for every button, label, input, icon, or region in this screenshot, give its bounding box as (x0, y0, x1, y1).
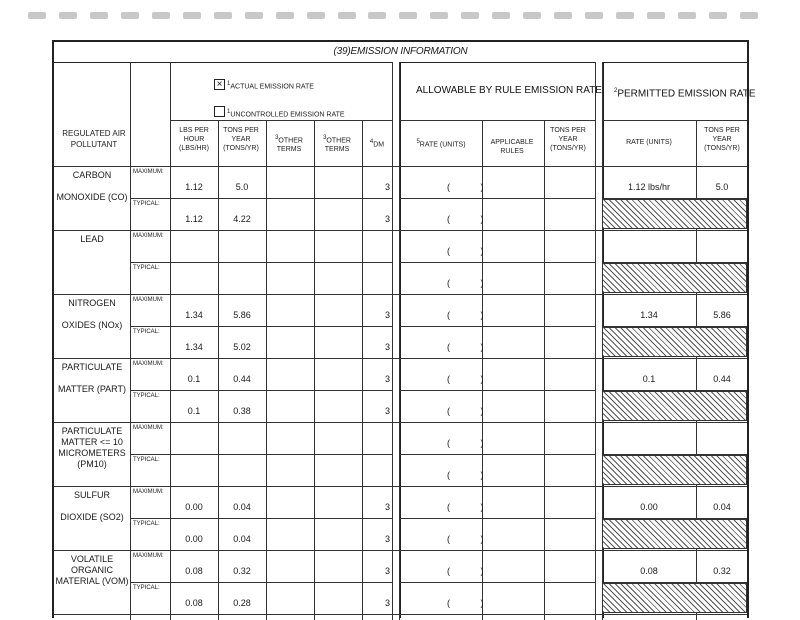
grid-line (54, 550, 747, 551)
col-allowable-tons: TONS PER YEAR (TONS/YR) (550, 127, 586, 152)
typical-label: TYPICAL: (133, 201, 160, 207)
max-lbs-hr-value: 0.1 (187, 374, 201, 384)
grid-line (399, 454, 595, 455)
max-allowable-rate-units: ( ) (447, 438, 498, 448)
grid-line (170, 62, 171, 120)
grid-line (54, 422, 747, 423)
grid-line (399, 62, 400, 620)
pollutant-name: CARBON MONOXIDE (CO) (56, 170, 128, 202)
typ-tons-yr-value: 5.02 (233, 342, 251, 352)
max-dm-value: 3 (384, 374, 390, 384)
grid-line (399, 198, 595, 199)
maximum-label: MAXIMUM: (133, 233, 164, 239)
typical-label: TYPICAL: (133, 393, 160, 399)
col-dm: DM (373, 141, 385, 149)
maximum-label: MAXIMUM: (133, 361, 164, 367)
typ-allowable-rate-units: ( ) (447, 406, 498, 416)
grid-line (130, 262, 392, 263)
col-other-terms-1: OTHER TERMS (276, 137, 303, 154)
grid-line (54, 358, 747, 359)
grid-line (54, 486, 747, 487)
grid-line (595, 62, 596, 620)
scan-noise-strip (28, 6, 758, 24)
max-allowable-rate-units: ( ) (447, 310, 498, 320)
grid-line (130, 326, 392, 327)
col-lbs-hr: LBS PER HOUR (LBS/HR) (179, 127, 209, 152)
max-allowable-rate-units: ( ) (447, 182, 498, 192)
typ-dm-value: 3 (384, 214, 390, 224)
max-lbs-hr-value: 0.08 (185, 566, 203, 576)
permitted-tons-value: 5.86 (713, 310, 731, 320)
col-permitted-rate: RATE (UNITS) (626, 139, 672, 146)
permitted-typical-hatch (602, 327, 747, 357)
permitted-typical-hatch (602, 391, 747, 421)
typ-tons-yr-value: 0.28 (233, 598, 251, 608)
typ-lbs-hr-value: 0.08 (185, 598, 203, 608)
grid-line (399, 120, 595, 121)
grid-line (602, 120, 747, 121)
typical-label: TYPICAL: (133, 521, 160, 527)
grid-line (218, 120, 219, 620)
typical-label: TYPICAL: (133, 329, 160, 335)
typ-tons-yr-value: 4.22 (233, 214, 251, 224)
allowable-header: ALLOWABLE BY RULE EMISSION RATE (416, 85, 602, 96)
typ-dm-value: 3 (384, 406, 390, 416)
col-allowable-rate: RATE (UNITS) (419, 141, 466, 149)
typ-allowable-rate-units: ( ) (447, 278, 498, 288)
pollutant-name: NITROGEN OXIDES (NOx) (61, 298, 123, 330)
max-dm-value: 3 (384, 566, 390, 576)
typ-allowable-rate-units: ( ) (447, 598, 498, 608)
grid-line (130, 390, 392, 391)
typ-lbs-hr-value: 0.00 (185, 534, 203, 544)
col-other-terms-2: OTHER TERMS (324, 137, 351, 154)
grid-line (54, 230, 747, 231)
max-tons-yr-value: 5.86 (233, 310, 251, 320)
grid-line (130, 518, 392, 519)
grid-line (399, 518, 595, 519)
section-title: (39)EMISSION INFORMATION (54, 42, 747, 63)
max-allowable-rate-units: ( ) (447, 502, 498, 512)
emission-information-form: (39)EMISSION INFORMATION × $^1$ACTUAL EMISSION RATE $^1$UNCONTROLLED EMISSION RATE ALLOWABLE BY RULE EMISSION RATE $^2$PERMITTED EMISSION RATE REGULATED AIR POLLUTANT LBS PER HOUR (LBS/HR) TONS PER YEAR (TONS/YR) $^3$OTHER TERMS $^3$OTHER TERMS $^4$DM $^5$RATE (UNITS) APPLICABLE RULES TONS PER YEAR (TONS/YR) RATE (UNITS) TONS PER YEAR (TONS/YR) CARBON MONOXIDE (CO) MAXIMUM: TYPICAL: 1.12 5.0 3 ( ) 1.12 4.22 3 ( ) 1.12 lbs/hr 5.0 LEAD MAXIMUM: TYPICAL: ( ) ( ) NITROGEN OXIDES (NOx) MAXIMUM: TYPICAL: 1.34 5.86 3 ( ) 1.34 5.02 3 ( ) 1.34 5.86 PARTICULATE MATTER (PART) MAXIMUM: TYPICAL: 0.1 0.44 3 ( ) 0.1 0.38 3 ( ) 0.1 0.44 PARTICULATE MATTER <= 10 MICROMETERS (PM10) MAXIMUM: TYPICAL: ( ) ( ) SULFUR DIOXIDE (SO2) MAXIMUM: TYPICAL: 0.00 0.04 3 ( ) 0.00 0.04 3 ( ) 0.00 0.04 VOLATILE ORGANIC MATERIAL (VOM) MAXIMUM: TYPICAL: 0.08 0.32 3 ( ) 0.08 0.28 3 ( ) 0.08 0.32 (52, 40, 749, 618)
max-allowable-rate-units: ( ) (447, 566, 498, 576)
permitted-typical-hatch (602, 583, 747, 613)
permitted-rate-value: 0.1 (642, 374, 656, 384)
col-applicable-rules: APPLICABLE RULES (490, 139, 534, 155)
col-pollutant: REGULATED AIR POLLUTANT (62, 129, 126, 149)
permitted-tons-value: 0.04 (713, 502, 731, 512)
grid-line (170, 120, 171, 620)
uncontrolled-emission-label: UNCONTROLLED EMISSION RATE (230, 111, 345, 119)
pollutant-name: VOLATILE ORGANIC MATERIAL (VOM) (55, 554, 129, 586)
max-tons-yr-value: 0.32 (233, 566, 251, 576)
typ-tons-yr-value: 0.38 (233, 406, 251, 416)
max-lbs-hr-value: 1.34 (185, 310, 203, 320)
permitted-typical-hatch (602, 199, 747, 229)
max-tons-yr-value: 0.04 (233, 502, 251, 512)
typical-label: TYPICAL: (133, 585, 160, 591)
actual-checkbox[interactable]: × (214, 79, 225, 90)
typ-lbs-hr-value: 1.12 (185, 214, 203, 224)
grid-line (54, 614, 747, 615)
grid-line (54, 166, 747, 167)
max-dm-value: 3 (384, 310, 390, 320)
max-lbs-hr-value: 1.12 (185, 182, 203, 192)
typ-dm-value: 3 (384, 534, 390, 544)
actual-emission-label: ACTUAL EMISSION RATE (230, 83, 314, 91)
maximum-label: MAXIMUM: (133, 553, 164, 559)
grid-line (399, 262, 595, 263)
max-tons-yr-value: 0.44 (233, 374, 251, 384)
typ-allowable-rate-units: ( ) (447, 534, 498, 544)
typ-dm-value: 3 (384, 342, 390, 352)
grid-line (314, 120, 315, 620)
permitted-rate-value: 0.00 (640, 502, 658, 512)
grid-line (544, 120, 545, 620)
grid-line (130, 198, 392, 199)
typical-label: TYPICAL: (133, 457, 160, 463)
maximum-label: MAXIMUM: (133, 489, 164, 495)
grid-line (130, 454, 392, 455)
grid-line (399, 582, 595, 583)
maximum-label: MAXIMUM: (133, 425, 164, 431)
grid-line (170, 120, 392, 121)
max-lbs-hr-value: 0.00 (185, 502, 203, 512)
typ-allowable-rate-units: ( ) (447, 470, 498, 480)
typ-lbs-hr-value: 0.1 (187, 406, 201, 416)
max-dm-value: 3 (384, 502, 390, 512)
pollutant-name: SULFUR DIOXIDE (SO2) (60, 490, 124, 522)
permitted-tons-value: 0.44 (713, 374, 731, 384)
grid-line (392, 62, 393, 620)
typ-dm-value: 3 (384, 598, 390, 608)
pollutant-name: LEAD (80, 234, 104, 244)
permitted-rate-value: 1.34 (640, 310, 658, 320)
grid-line (482, 120, 483, 620)
permitted-typical-hatch (602, 455, 747, 485)
pollutant-name: PARTICULATE MATTER <= 10 MICROMETERS (PM10) (58, 426, 126, 469)
grid-line (266, 120, 267, 620)
typical-label: TYPICAL: (133, 265, 160, 271)
permitted-rate-value: 1.12 lbs/hr (627, 182, 671, 192)
grid-line (130, 62, 131, 620)
permitted-typical-hatch (602, 519, 747, 549)
max-allowable-rate-units: ( ) (447, 374, 498, 384)
permitted-rate-value: 0.08 (640, 566, 658, 576)
grid-line (362, 120, 363, 620)
col-tons-yr: TONS PER YEAR (TONS/YR) (223, 127, 259, 152)
typ-tons-yr-value: 0.04 (233, 534, 251, 544)
pollutant-name: PARTICULATE MATTER (PART) (58, 362, 126, 394)
uncontrolled-checkbox[interactable] (214, 106, 225, 117)
grid-line (399, 390, 595, 391)
typ-allowable-rate-units: ( ) (447, 214, 498, 224)
max-allowable-rate-units: ( ) (447, 246, 498, 256)
permitted-header: PERMITTED EMISSION RATE (617, 88, 756, 100)
maximum-label: MAXIMUM: (133, 297, 164, 303)
typ-allowable-rate-units: ( ) (447, 342, 498, 352)
grid-line (130, 582, 392, 583)
grid-line (54, 294, 747, 295)
permitted-tons-value: 0.32 (713, 566, 731, 576)
col-permitted-tons: TONS PER YEAR (TONS/YR) (704, 127, 740, 152)
max-tons-yr-value: 5.0 (235, 182, 249, 192)
max-dm-value: 3 (384, 182, 390, 192)
typ-lbs-hr-value: 1.34 (185, 342, 203, 352)
permitted-tons-value: 5.0 (715, 182, 729, 192)
grid-line (399, 326, 595, 327)
permitted-typical-hatch (602, 263, 747, 293)
maximum-label: MAXIMUM: (133, 169, 164, 175)
